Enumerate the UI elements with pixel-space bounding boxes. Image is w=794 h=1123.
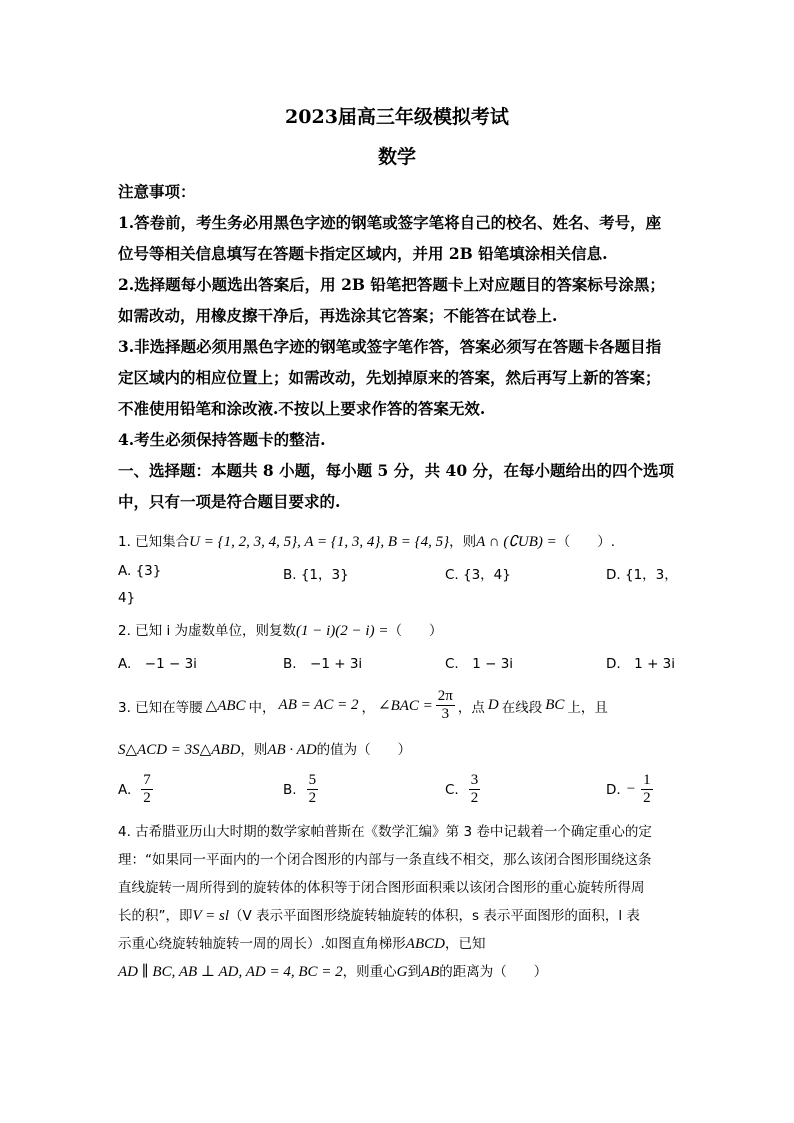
notice-item-2-line-2: 如需改动，用橡皮擦干净后，再选涂其它答案；不能答在试卷上. xyxy=(118,306,558,325)
question-2-option-b: B. −1 + 3i xyxy=(283,656,363,672)
question-3-stem-line-2: S△ACD = 3S△ABD，则AB · AD的值为（ ） xyxy=(118,742,412,758)
question-2-option-d: D. 1 + 3i xyxy=(606,656,676,672)
question-3-option-d: D. − $\frac{1}{2}$ xyxy=(606,772,651,806)
question-3-option-b: B. $\frac{5}{2}$ xyxy=(283,772,317,806)
question-3-option-a: A. $\frac{7}{2}$ xyxy=(118,772,151,806)
question-4-line-1: 4. 古希腊亚历山大时期的数学家帕普斯在《数学汇编》第 3 卷中记载着一个确定重心的定 xyxy=(118,824,652,840)
question-1-option-a: A. {3} xyxy=(118,563,162,579)
question-3-option-c: C. $\frac{3}{2}$ xyxy=(445,772,479,806)
question-4-formula: V = sl xyxy=(192,908,230,924)
question-3-area-relation: S△ACD = 3S△ABD xyxy=(118,742,241,758)
notice-item-3-line-1: 3.非选择题必须用黑色字迹的钢笔或签字笔作答，答案必须写在答题卡各题目指 xyxy=(118,337,662,356)
question-2-expression: (1 − i)(2 − i) = xyxy=(296,623,389,639)
subject-title: 数学 xyxy=(377,146,416,168)
question-1-sets: U = {1, 2, 3, 4, 5}, A = {1, 3, 4}, B = {4, 5} xyxy=(189,534,450,550)
question-4-line-5: 示重心绕旋转轴旋转一周的周长）.如图直角梯形ABCD，已知 xyxy=(118,936,486,952)
question-1-option-c: C. {3，4} xyxy=(445,567,511,583)
question-3-stem: 3. 已知在等腰 △ABC 中， AB = AC = 2 ， ∠BAC = $\frac{2\pi}{3}$ ，点 D 在线段 BC 上，且 xyxy=(118,688,608,722)
question-2-stem: 2. 已知 i 为虚数单位，则复数(1 − i)(2 − i) =（ ） xyxy=(118,623,443,639)
exam-title: 2023届高三年级模拟考试 xyxy=(285,106,509,128)
question-4-line-3: 直线旋转一周所得到的旋转体的体积等于闭合图形面积乘以该闭合图形的重心旋转所得周 xyxy=(118,880,645,896)
question-2-option-a: A. −1 − 3i xyxy=(118,656,197,672)
section-heading-line-2: 中，只有一项是符合题目要求的. xyxy=(118,492,341,511)
question-1-option-d-wrap: 4} xyxy=(118,590,136,606)
section-heading-line-1: 一、选择题：本题共 8 小题，每小题 5 分，共 40 分，在每小题给出的四个选项 xyxy=(118,461,675,480)
question-1-option-d: D. {1，3， xyxy=(606,567,678,583)
question-3-dot-product: AB · AD xyxy=(267,742,317,758)
notice-item-1-line-1: 1.答卷前，考生务必用黑色字迹的钢笔或签字笔将自己的校名、姓名、考号，座 xyxy=(118,213,662,232)
question-4-conditions: AD ∥ BC, AB ⊥ AD, AD = 4, BC = 2 xyxy=(118,964,343,980)
notice-item-1-line-2: 位号等相关信息填写在答题卡指定区域内，并用 2B 铅笔填涂相关信息. xyxy=(118,244,608,263)
question-1-option-b: B. {1，3} xyxy=(283,567,349,583)
question-3-angle-fraction: $\frac{2\pi}{3}$ xyxy=(437,688,453,722)
notice-item-3-line-2: 定区域内的相应位置上；如需改动，先划掉原来的答案，然后再写上新的答案； xyxy=(118,368,661,387)
question-1-expression: A ∩ (∁UB) = xyxy=(476,534,557,550)
question-2-option-c: C. 1 − 3i xyxy=(445,656,514,672)
question-4-line-4: 长的积”，即V = sl（V 表示平面图形绕旋转轴旋转的体积，s 表示平面图形的面积，l 表 xyxy=(118,908,640,924)
notice-item-2-line-1: 2.选择题每小题选出答案后，用 2B 铅笔把答题卡上对应题目的答案标号涂黑； xyxy=(118,275,665,294)
question-4-line-2: 理：“如果同一平面内的一个闭合图形的内部与一条直线不相交，那么该闭合图形围绕这条 xyxy=(118,852,652,868)
question-4-line-6: AD ∥ BC, AB ⊥ AD, AD = 4, BC = 2，则重心G到AB的距离为（ ） xyxy=(118,964,548,980)
notice-item-4: 4.考生必须保持答题卡的整洁. xyxy=(118,430,326,449)
notice-heading: 注意事项： xyxy=(118,182,196,201)
question-1-stem: 1. 已知集合U = {1, 2, 3, 4, 5}, A = {1, 3, 4}, B = {4, 5}，则A ∩ (∁UB) =（ ）. xyxy=(118,534,616,550)
notice-item-3-line-3: 不准使用铅笔和涂改液.不按以上要求作答的答案无效. xyxy=(118,399,486,418)
